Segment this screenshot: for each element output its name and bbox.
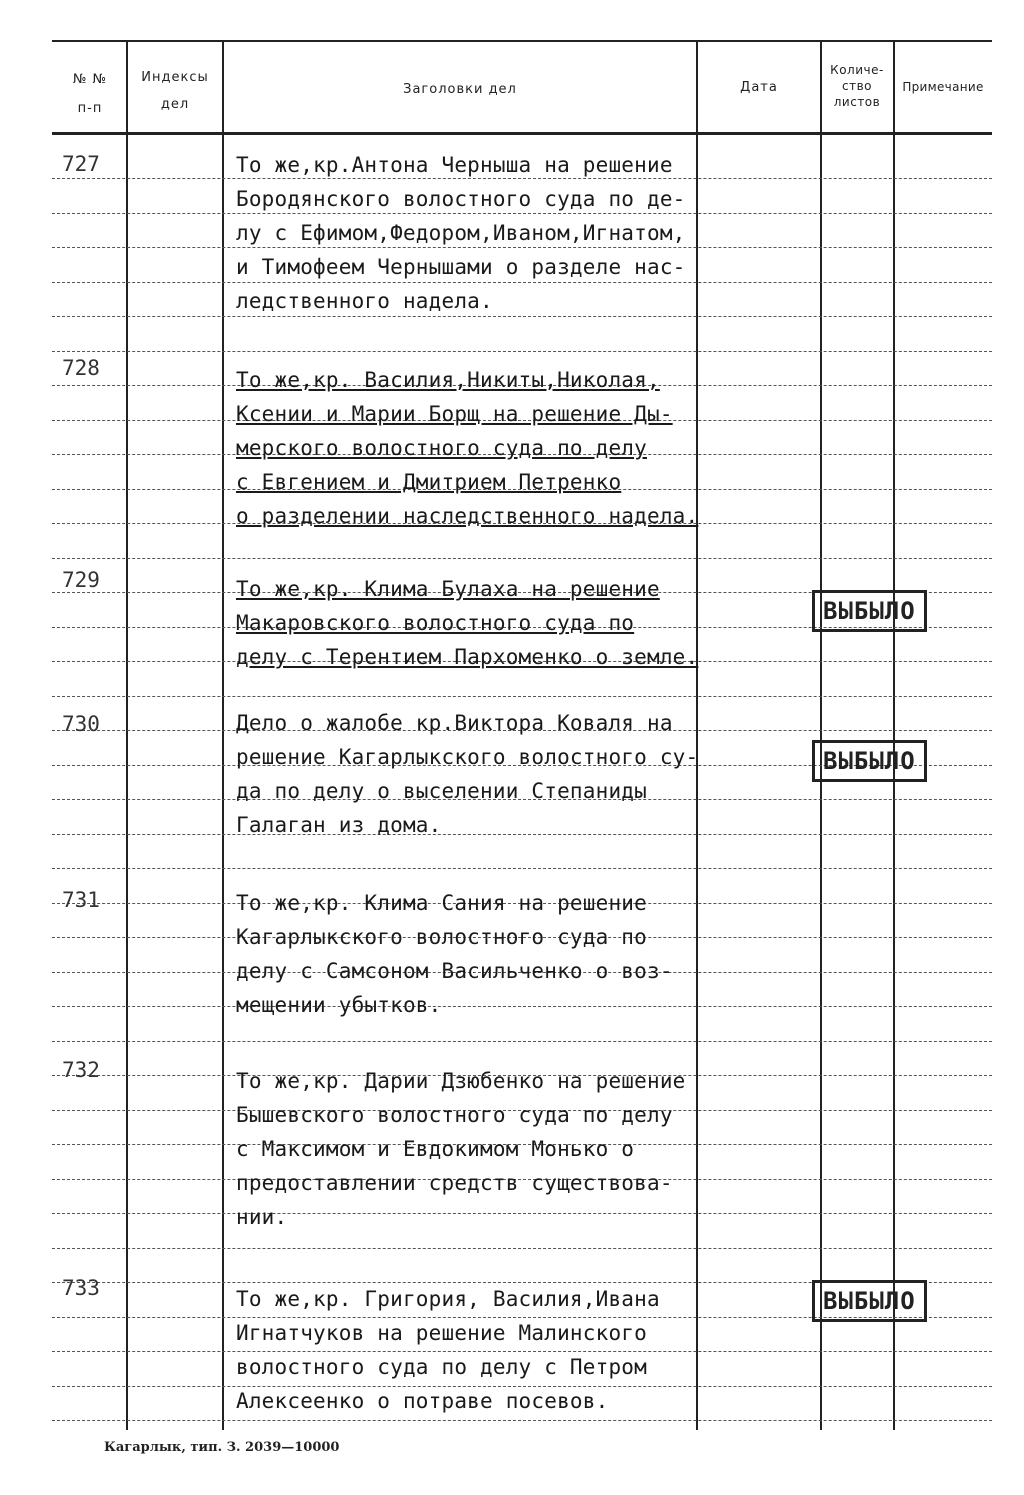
header-date: Дата <box>740 80 778 95</box>
title-line: Кагарлыкского волостного суда по <box>236 925 647 949</box>
row-rule <box>52 1041 992 1042</box>
entry-number: 729 <box>62 568 100 592</box>
entry-title <box>236 148 706 318</box>
top-rule <box>52 40 992 42</box>
col-divider-4 <box>820 40 822 1430</box>
row-rule <box>52 868 992 869</box>
row-rule <box>52 1420 992 1421</box>
printer-imprint: Кагарлык, тип. З. 2039—10000 <box>104 1440 340 1455</box>
title-line: и Тимофеем Чернышами о разделе нас- <box>236 255 686 279</box>
header-index: Индексы дел <box>141 70 209 112</box>
title-line: мещении убытков. <box>236 993 442 1017</box>
entry-number: 730 <box>62 712 100 736</box>
row-rule <box>52 696 992 697</box>
row-rule <box>52 1248 992 1249</box>
title-line: мерского волостного суда по делу <box>236 436 647 460</box>
title-line: То же,кр. Клима Булаха на решение <box>236 577 660 601</box>
withdrawn-stamp: ВЫБЫЛО <box>812 740 927 782</box>
entry-title <box>236 706 706 842</box>
title-line: Бородянского волостного суда по де- <box>236 187 686 211</box>
entry-title <box>236 1282 706 1418</box>
title-line: Макаровского волостного суда по <box>236 611 635 635</box>
withdrawn-stamp: ВЫБЫЛО <box>812 590 927 632</box>
header-rule <box>52 132 992 135</box>
title-line: с Евгением и Дмитрием Петренко <box>236 470 622 494</box>
entry-number: 727 <box>62 152 100 176</box>
title-line: Галаган из дома. <box>236 813 442 837</box>
title-line: Ксении и Марии Борщ на решение Ды- <box>236 402 673 426</box>
title-line: о разделении наследственного надела. <box>236 504 699 528</box>
title-line: делу с Терентием Пархоменко о земле. <box>236 645 699 669</box>
header-title: Заголовки дел <box>403 82 517 97</box>
col-divider-1 <box>126 40 128 1430</box>
title-line: решение Кагарлыкского волостного су- <box>236 745 699 769</box>
entry-title <box>236 572 706 674</box>
title-line: Алексеенко о потраве посевов. <box>236 1389 609 1413</box>
entry-title <box>236 363 706 533</box>
title-line: Игнатчуков на решение Малинского <box>236 1321 647 1345</box>
title-line: предоставлении средств существова- <box>236 1171 673 1195</box>
title-line: да по делу о выселении Степаниды <box>236 779 647 803</box>
col-divider-5 <box>893 40 895 1430</box>
row-rule <box>52 558 992 559</box>
entry-number: 728 <box>62 356 100 380</box>
row-rule <box>52 351 992 352</box>
title-line: нии. <box>236 1205 288 1229</box>
title-line: То же,кр.Антона Черныша на решение <box>236 153 673 177</box>
header-count: Количе- ство листов <box>830 63 884 109</box>
title-line: лу с Ефимом,Федором,Иваном,Игнатом, <box>236 221 686 245</box>
title-line: То же,кр. Клима Сания на решение <box>236 891 647 915</box>
title-line: То же,кр. Дарии Дзюбенко на решение <box>236 1069 686 1093</box>
header-note: Примечание <box>902 80 984 94</box>
title-line: с Максимом и Евдокимом Монько о <box>236 1137 635 1161</box>
entry-number: 731 <box>62 888 100 912</box>
title-line: волостного суда по делу с Петром <box>236 1355 647 1379</box>
title-line: ледственного надела. <box>236 289 493 313</box>
withdrawn-stamp: ВЫБЫЛО <box>812 1280 927 1322</box>
title-line: делу с Самсоном Васильченко о воз- <box>236 959 673 983</box>
col-divider-2 <box>222 40 224 1430</box>
entry-number: 733 <box>62 1276 100 1300</box>
entry-title <box>236 886 706 1022</box>
entry-number: 732 <box>62 1058 100 1082</box>
entry-title <box>236 1064 706 1234</box>
title-line: То же,кр. Григория, Василия,Ивана <box>236 1287 660 1311</box>
title-line: Бышевского волостного суда по делу <box>236 1103 673 1127</box>
title-line: То же,кр. Василия,Никиты,Николая, <box>236 368 660 392</box>
header-num: № № п-п <box>72 72 108 116</box>
title-line: Дело о жалобе кр.Виктора Коваля на <box>236 711 673 735</box>
